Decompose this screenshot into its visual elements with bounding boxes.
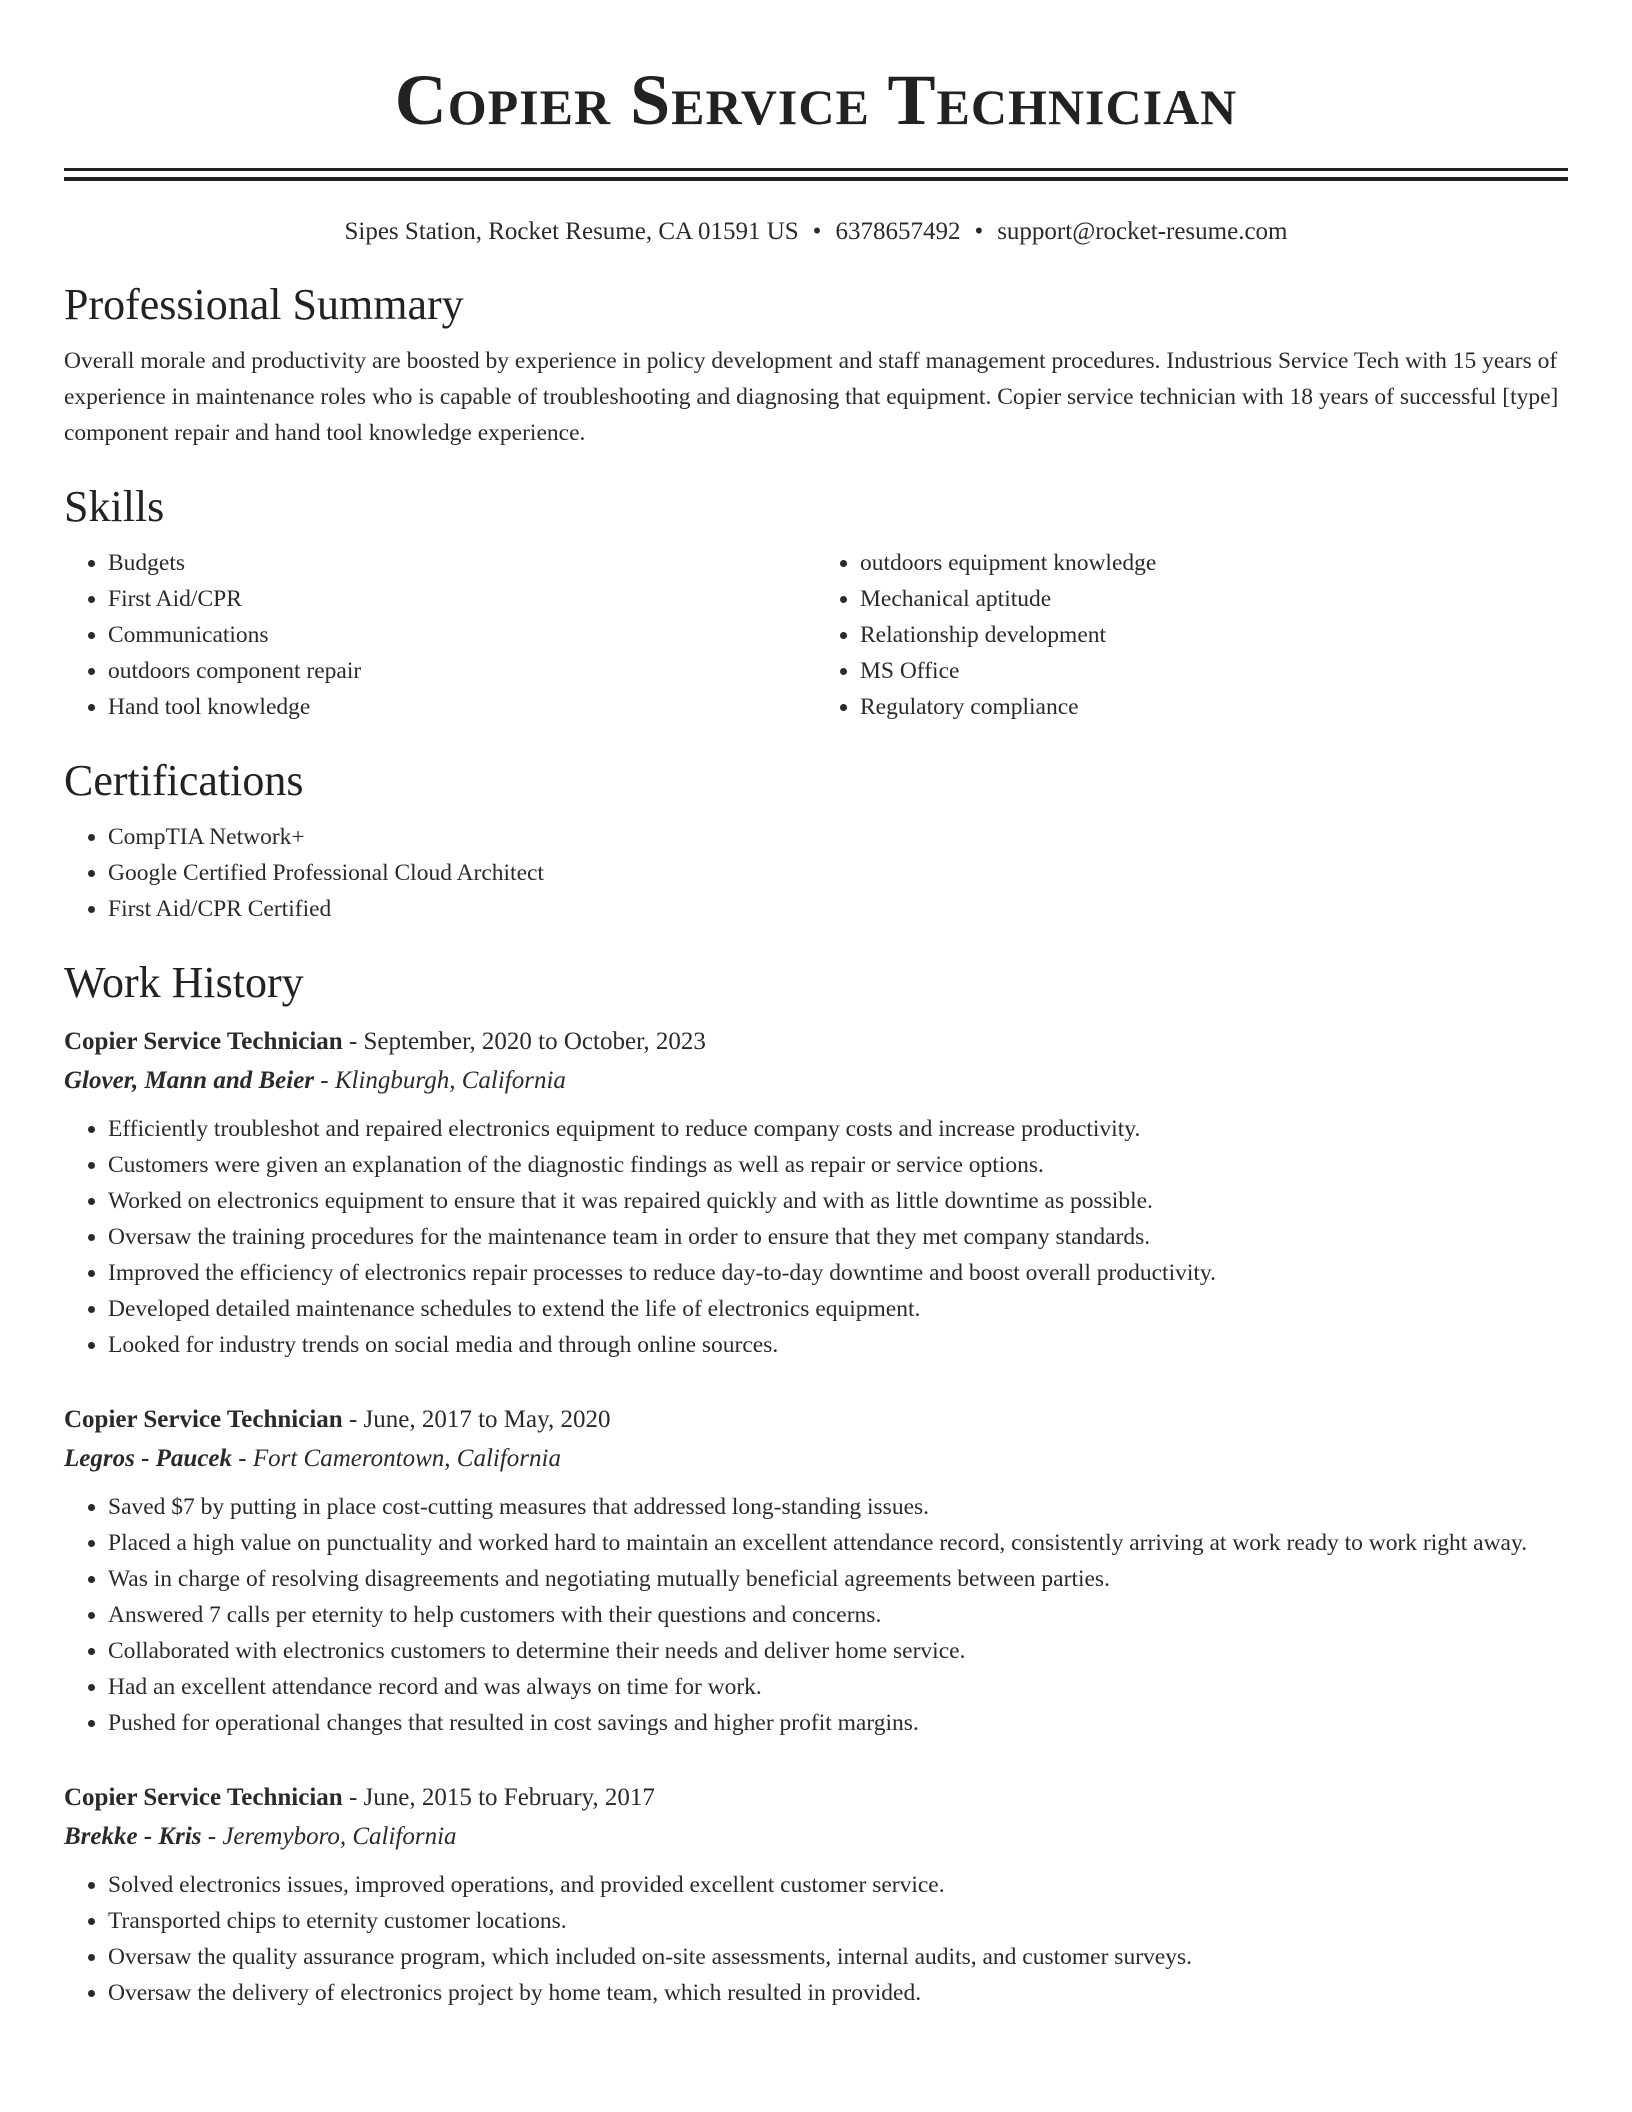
contact-address: Sipes Station, Rocket Resume, CA 01591 US — [344, 218, 799, 245]
skill-item: • First Aid/CPR — [108, 581, 816, 617]
job-employer — [64, 1439, 1568, 1479]
certification-item: • CompTIA Network+ — [108, 819, 1568, 855]
job-bullet: • Was in charge of resolving disagreements and negotiating mutually beneficial agreements between parties. — [108, 1561, 1568, 1597]
job-bullet: • Efficiently troubleshot and repaired electronics equipment to reduce company costs and increase productivity. — [108, 1111, 1568, 1147]
job-bullet: • Oversaw the quality assurance program, which included on-site assessments, internal audits, and customer surveys. — [108, 1939, 1568, 1975]
summary-text: Overall morale and productivity are boosted by experience in policy development and staff management procedures. Industrious Service Tech with 15 years of experience in maintenance roles who is capable of troubleshooting and diagnosing that equipment. Copier service technician with 18 years of successful [type] component repair and hand tool knowledge experience. — [64, 348, 1559, 446]
job-dates: - June, 2017 to May, 2020 — [342, 1406, 611, 1433]
contact-phone: 6378657492 — [835, 218, 961, 245]
contact-separator: • — [974, 218, 984, 245]
job-bullet: • Transported chips to eternity customer locations. — [108, 1903, 1568, 1939]
job-bullet: • Solved electronics issues, improved operations, and provided excellent customer service. — [108, 1867, 1568, 1903]
job-bullet: • Customers were given an explanation of the diagnostic findings as well as repair or service options. — [108, 1147, 1568, 1183]
contact-email: support@rocket-resume.com — [997, 218, 1288, 245]
job-role: Copier Service Technician — [64, 1406, 343, 1433]
job-company: Legros - Paucek — [64, 1445, 233, 1472]
job-entry — [64, 1023, 1568, 1363]
job-bullet: • Placed a high value on punctuality and worked hard to maintain an excellent attendance record, consistently arriving at work ready to work right away. — [108, 1525, 1568, 1561]
certifications-heading: Certifications — [64, 756, 304, 805]
job-employer — [64, 1817, 1568, 1857]
job-header — [64, 1023, 1568, 1061]
summary-heading: Professional Summary — [64, 280, 464, 329]
job-company: Glover, Mann and Beier — [64, 1067, 315, 1094]
skill-item: • Budgets — [108, 545, 816, 581]
skills-grid — [64, 545, 1568, 725]
job-employer — [64, 1061, 1568, 1101]
skill-item: • outdoors component repair — [108, 653, 816, 689]
job-header — [64, 1779, 1568, 1817]
job-bullet: • Collaborated with electronics customers to determine their needs and deliver home service. — [108, 1633, 1568, 1669]
skills-list-right — [816, 545, 1568, 725]
skills-section — [64, 479, 1568, 725]
certification-item: • First Aid/CPR Certified — [108, 891, 1568, 927]
skill-item: • Communications — [108, 617, 816, 653]
skill-item: • Mechanical aptitude — [860, 581, 1568, 617]
job-bullet: • Oversaw the delivery of electronics project by home team, which resulted in provided. — [108, 1975, 1568, 2011]
contact-line — [64, 215, 1568, 249]
job-bullet: • Saved $7 by putting in place cost-cutting measures that addressed long-standing issues. — [108, 1489, 1568, 1525]
skill-item: • Regulatory compliance — [860, 689, 1568, 725]
work-history-heading: Work History — [64, 958, 304, 1007]
job-bullet: • Pushed for operational changes that resulted in cost savings and higher profit margins. — [108, 1705, 1568, 1741]
job-bullet: • Worked on electronics equipment to ensure that it was repaired quickly and with as little downtime as possible. — [108, 1183, 1568, 1219]
job-bullet: • Developed detailed maintenance schedules to extend the life of electronics equipment. — [108, 1291, 1568, 1327]
skill-item: • Relationship development — [860, 617, 1568, 653]
certification-item: • Google Certified Professional Cloud Architect — [108, 855, 1568, 891]
skill-item: • MS Office — [860, 653, 1568, 689]
job-header — [64, 1401, 1568, 1439]
job-location: - Jeremyboro, California — [201, 1823, 457, 1850]
certifications-list — [64, 819, 1568, 927]
work-history-section — [64, 955, 1568, 2011]
job-bullet: • Had an excellent attendance record and was always on time for work. — [108, 1669, 1568, 1705]
job-location: - Klingburgh, California — [314, 1067, 566, 1094]
job-dates: - September, 2020 to October, 2023 — [342, 1028, 706, 1055]
job-role: Copier Service Technician — [64, 1028, 343, 1055]
skills-heading: Skills — [64, 482, 165, 531]
skills-list-left — [64, 545, 816, 725]
job-bullet: • Oversaw the training procedures for the maintenance team in order to ensure that they met company standards. — [108, 1219, 1568, 1255]
job-bullets — [64, 1867, 1568, 2011]
resume-title: Copier Service Technician — [394, 60, 1238, 140]
job-bullets — [64, 1111, 1568, 1363]
job-role: Copier Service Technician — [64, 1784, 343, 1811]
skill-item: • outdoors equipment knowledge — [860, 545, 1568, 581]
title-divider-thick — [64, 177, 1568, 181]
job-dates: - June, 2015 to February, 2017 — [342, 1784, 655, 1811]
job-bullets — [64, 1489, 1568, 1741]
job-entry — [64, 1779, 1568, 2011]
certifications-section — [64, 753, 1568, 927]
contact-separator: • — [812, 218, 822, 245]
job-bullet: • Looked for industry trends on social media and through online sources. — [108, 1327, 1568, 1363]
job-bullet: • Improved the efficiency of electronics repair processes to reduce day-to-day downtime and boost overall productivity. — [108, 1255, 1568, 1291]
job-location: - Fort Camerontown, California — [232, 1445, 561, 1472]
summary-section — [64, 277, 1568, 451]
job-entry — [64, 1401, 1568, 1741]
title-divider — [64, 168, 1568, 171]
job-company: Brekke - Kris — [64, 1823, 202, 1850]
job-bullet: • Answered 7 calls per eternity to help customers with their questions and concerns. — [108, 1597, 1568, 1633]
skill-item: • Hand tool knowledge — [108, 689, 816, 725]
